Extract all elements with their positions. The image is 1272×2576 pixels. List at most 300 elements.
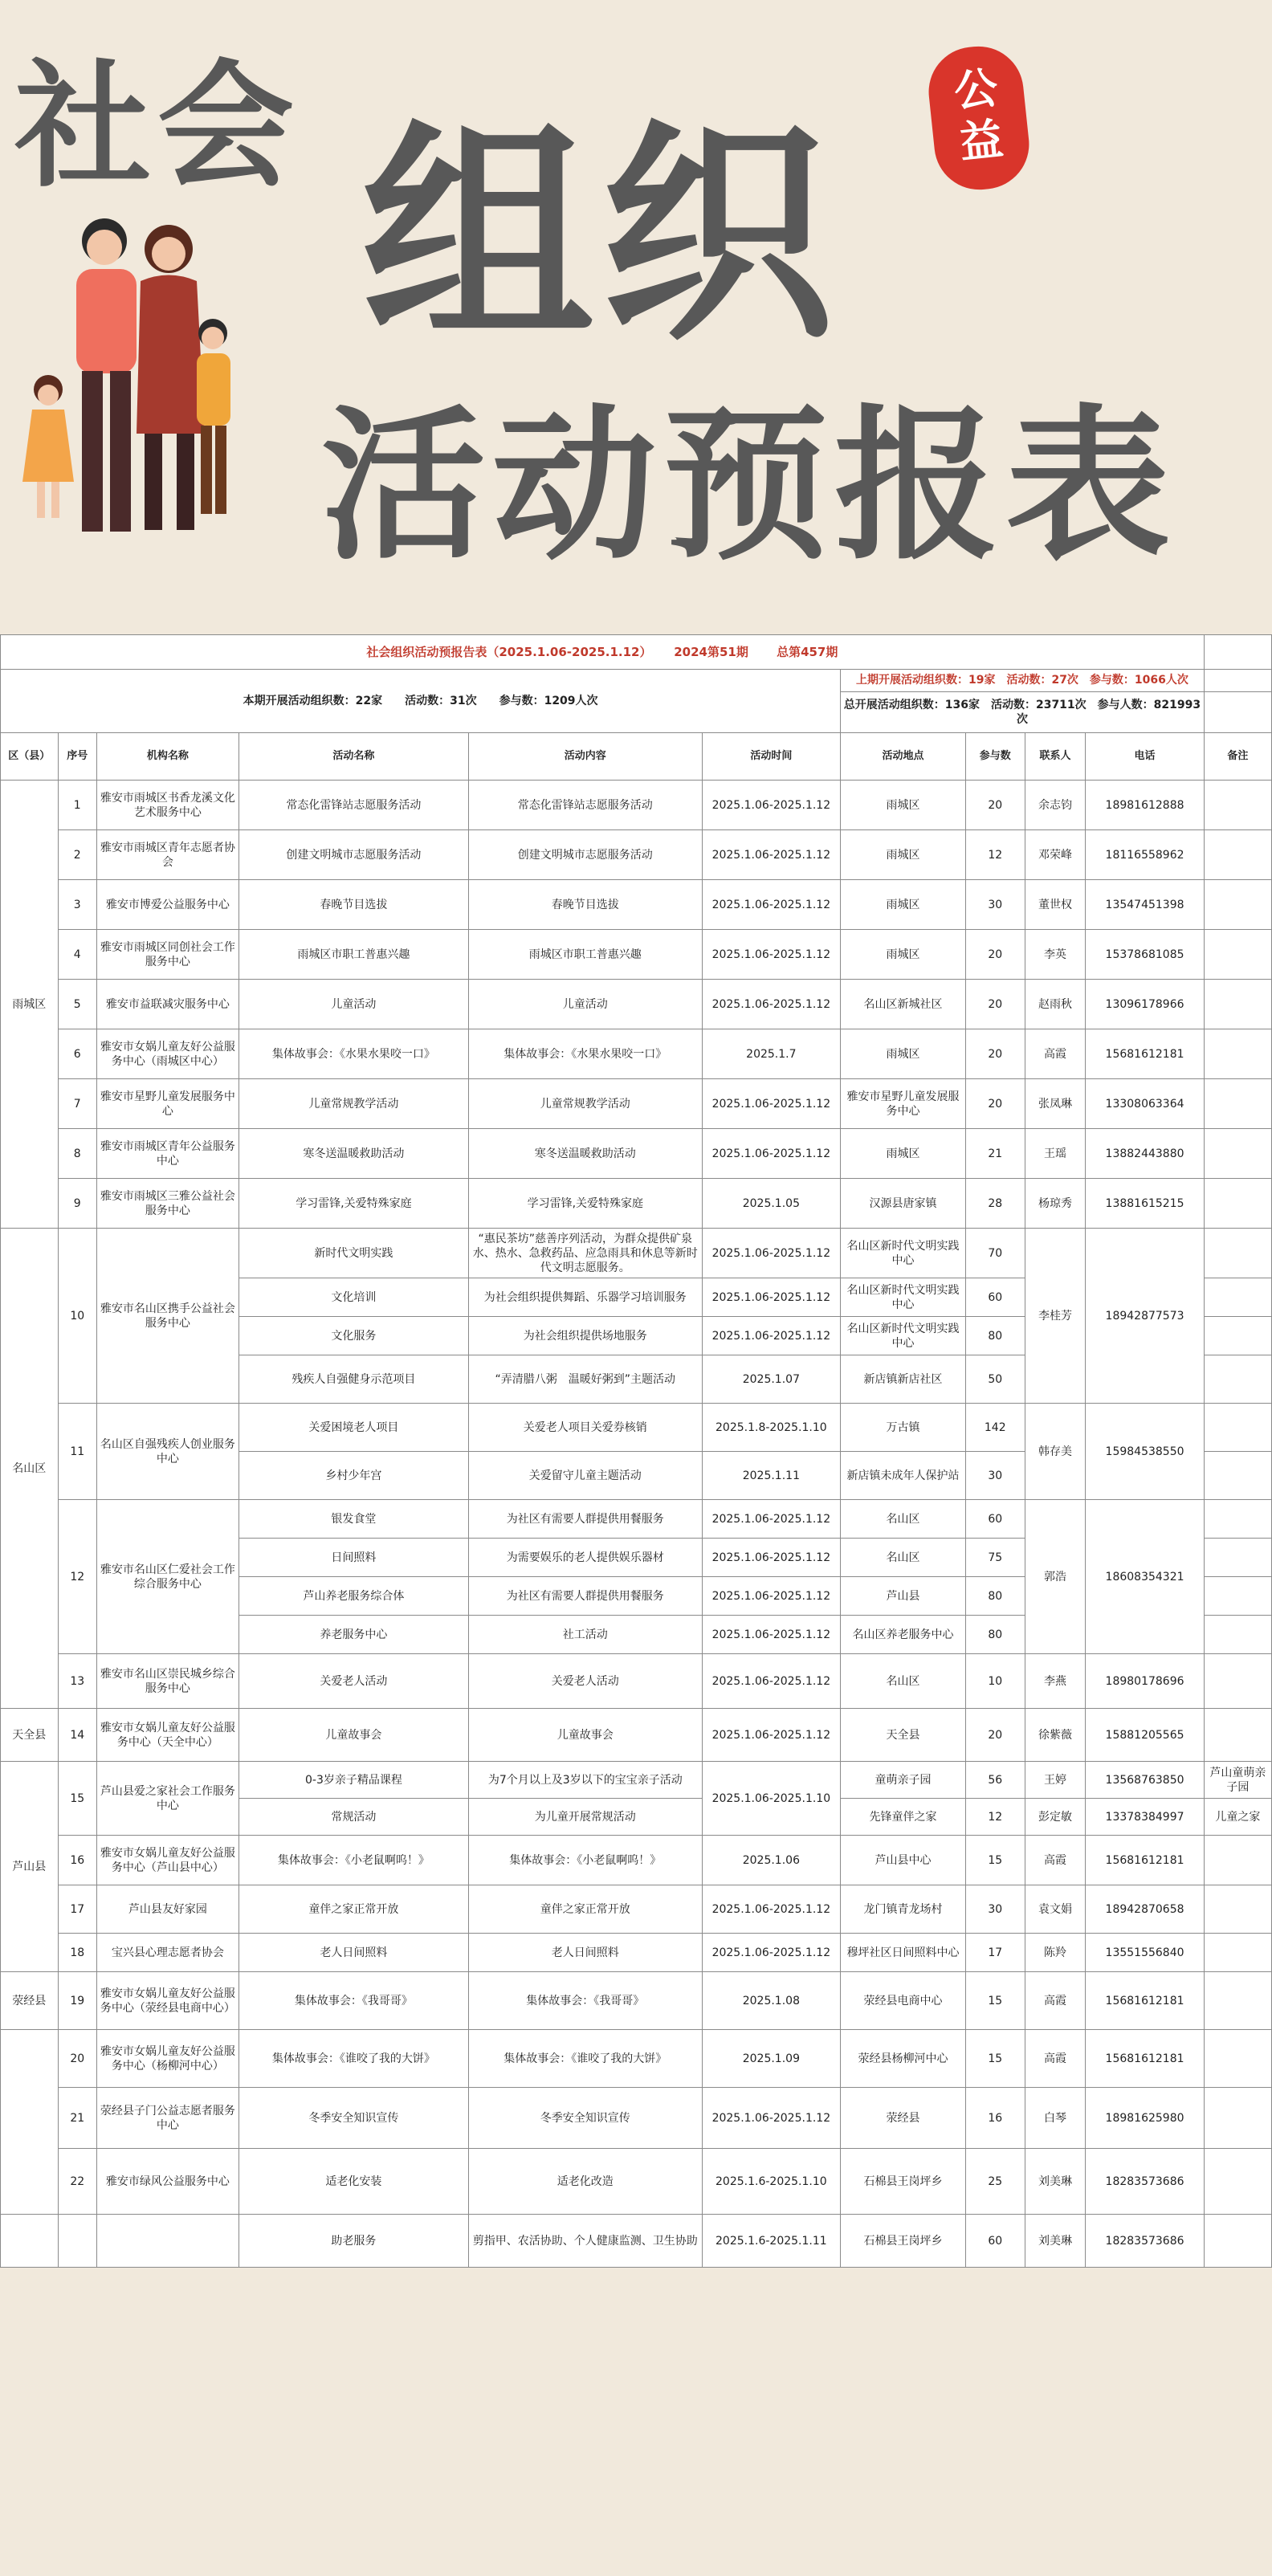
contact-person-cell: 彭定敏	[1025, 1799, 1086, 1836]
remark-cell	[1204, 1079, 1271, 1129]
activity-name-cell: 残疾人自强健身示范项目	[238, 1355, 468, 1404]
activity-name-cell: 创建文明城市志愿服务活动	[238, 830, 468, 880]
activity-time-cell: 2025.1.06-2025.1.12	[702, 1079, 841, 1129]
activity-content-cell: 为社区有需要人群提供用餐服务	[469, 1577, 702, 1616]
org-name-cell: 雅安市绿风公益服务中心	[96, 2149, 238, 2215]
col-header: 区（县）	[1, 733, 59, 781]
table-row	[1, 930, 1272, 980]
participant-count-cell: 20	[965, 930, 1025, 980]
banner-title-line1: 社会	[14, 47, 301, 206]
col-header: 活动地点	[841, 733, 966, 781]
activity-time-cell: 2025.1.06-2025.1.12	[702, 1539, 841, 1577]
remark-cell	[1204, 1539, 1271, 1577]
activity-name-cell: 适老化安装	[238, 2149, 468, 2215]
district-cell: 雨城区	[1, 781, 59, 1229]
overall-summary: 总开展活动组织数：136家 活动数：23711次 参与人数：821993次	[841, 691, 1205, 732]
activity-time-cell: 2025.1.08	[702, 1972, 841, 2030]
phone-cell: 13547451398	[1086, 880, 1204, 930]
contact-person-cell: 赵雨秋	[1025, 980, 1086, 1029]
phone-cell: 18981625980	[1086, 2088, 1204, 2149]
seq-cell: 14	[58, 1709, 96, 1762]
remark-cell	[1204, 1972, 1271, 2030]
participant-count-cell: 12	[965, 1799, 1025, 1836]
activity-place-cell: 名山区新时代文明实践中心	[841, 1317, 966, 1355]
participant-count-cell: 15	[965, 1972, 1025, 2030]
phone-cell: 18980178696	[1086, 1654, 1204, 1709]
activity-name-cell: 芦山养老服务综合体	[238, 1577, 468, 1616]
activity-name-cell: 文化服务	[238, 1317, 468, 1355]
activity-name-cell: 文化培训	[238, 1278, 468, 1317]
activity-name-cell: 雨城区市职工普惠兴趣	[238, 930, 468, 980]
report-caption	[1, 635, 1205, 670]
activity-content-cell: 关爱老人活动	[469, 1654, 702, 1709]
activity-content-cell: 儿童故事会	[469, 1709, 702, 1762]
org-name-cell: 雅安市雨城区书香龙溪文化艺术服务中心	[96, 781, 238, 830]
activity-place-cell: 天全县	[841, 1709, 966, 1762]
remark-cell	[1204, 1500, 1271, 1539]
col-header: 电话	[1086, 733, 1204, 781]
activity-time-cell: 2025.1.06-2025.1.12	[702, 1229, 841, 1278]
participant-count-cell: 21	[965, 1129, 1025, 1179]
activity-time-cell: 2025.1.06-2025.1.10	[702, 1762, 841, 1836]
participant-count-cell: 80	[965, 1317, 1025, 1355]
activity-time-cell: 2025.1.6-2025.1.10	[702, 2149, 841, 2215]
activity-time-cell: 2025.1.06-2025.1.12	[702, 2088, 841, 2149]
phone-cell: 18942870658	[1086, 1885, 1204, 1934]
activity-time-cell: 2025.1.05	[702, 1179, 841, 1229]
activity-name-cell: 常态化雷锋站志愿服务活动	[238, 781, 468, 830]
contact-person-cell: 高霞	[1025, 1029, 1086, 1079]
table-row	[1, 1762, 1272, 1799]
participant-count-cell: 80	[965, 1616, 1025, 1654]
org-name-cell: 雅安市女娲儿童友好公益服务中心（荥经县电商中心）	[96, 1972, 238, 2030]
table-row	[1, 1129, 1272, 1179]
activity-place-cell: 雨城区	[841, 830, 966, 880]
activity-place-cell: 雨城区	[841, 880, 966, 930]
activity-name-cell: 日间照料	[238, 1539, 468, 1577]
col-header: 活动名称	[238, 733, 468, 781]
seq-cell: 17	[58, 1885, 96, 1934]
activity-place-cell: 雅安市星野儿童发展服务中心	[841, 1079, 966, 1129]
activity-time-cell: 2025.1.06-2025.1.12	[702, 1129, 841, 1179]
contact-person-cell: 董世权	[1025, 880, 1086, 930]
activity-name-cell: 集体故事会：《水果水果咬一口》	[238, 1029, 468, 1079]
activity-place-cell: 雨城区	[841, 930, 966, 980]
activity-place-cell: 雨城区	[841, 1129, 966, 1179]
remark-cell	[1204, 1452, 1271, 1500]
org-name-cell: 芦山县友好家园	[96, 1885, 238, 1934]
activity-place-cell: 新店镇未成年人保护站	[841, 1452, 966, 1500]
table-row	[1, 1709, 1272, 1762]
activity-place-cell: 名山区	[841, 1539, 966, 1577]
activity-place-cell: 万古镇	[841, 1404, 966, 1452]
district-cell	[1, 2215, 59, 2268]
col-header: 联系人	[1025, 733, 1086, 781]
remark-cell	[1204, 2215, 1271, 2268]
table-row	[1, 880, 1272, 930]
seq-cell: 3	[58, 880, 96, 930]
contact-person-cell: 李英	[1025, 930, 1086, 980]
participant-count-cell: 20	[965, 980, 1025, 1029]
table-row	[1, 1500, 1272, 1539]
activity-place-cell: 童萌亲子园	[841, 1762, 966, 1799]
contact-person-cell: 袁文娟	[1025, 1885, 1086, 1934]
participant-count-cell: 15	[965, 2030, 1025, 2088]
col-header: 序号	[58, 733, 96, 781]
remark-cell	[1204, 1129, 1271, 1179]
activity-name-cell: 老人日间照料	[238, 1934, 468, 1972]
org-name-cell: 雅安市女娲儿童友好公益服务中心（雨城区中心）	[96, 1029, 238, 1079]
remark-cell: 芦山童萌亲子园	[1204, 1762, 1271, 1799]
activity-content-cell: 常态化雷锋站志愿服务活动	[469, 781, 702, 830]
table-row	[1, 980, 1272, 1029]
contact-person-cell: 韩存美	[1025, 1404, 1086, 1500]
activity-content-cell: 学习雷锋,关爱特殊家庭	[469, 1179, 702, 1229]
activity-time-cell: 2025.1.11	[702, 1452, 841, 1500]
participant-count-cell: 12	[965, 830, 1025, 880]
seq-cell: 7	[58, 1079, 96, 1129]
phone-cell: 15681612181	[1086, 1029, 1204, 1079]
org-name-cell: 雅安市女娲儿童友好公益服务中心（杨柳河中心）	[96, 2030, 238, 2088]
activity-time-cell: 2025.1.06-2025.1.12	[702, 980, 841, 1029]
seq-cell: 18	[58, 1934, 96, 1972]
public-welfare-seal	[924, 42, 1034, 194]
org-name-cell: 芦山县爱之家社会工作服务中心	[96, 1762, 238, 1836]
org-name-cell: 雅安市星野儿童发展服务中心	[96, 1079, 238, 1129]
activity-place-cell: 荥经县电商中心	[841, 1972, 966, 2030]
participant-count-cell: 20	[965, 781, 1025, 830]
activity-name-cell: 乡村少年宫	[238, 1452, 468, 1500]
activity-content-cell: 剪指甲、农活协助、个人健康监测、卫生协助	[469, 2215, 702, 2268]
phone-cell: 15681612181	[1086, 1972, 1204, 2030]
contact-person-cell: 邓荣峰	[1025, 830, 1086, 880]
seq-cell: 4	[58, 930, 96, 980]
contact-person-cell: 李桂芳	[1025, 1229, 1086, 1404]
org-name-cell: 雅安市女娲儿童友好公益服务中心（芦山县中心）	[96, 1836, 238, 1885]
table-header-row	[1, 733, 1272, 781]
remark-cell	[1204, 980, 1271, 1029]
contact-person-cell: 白琴	[1025, 2088, 1086, 2149]
activity-content-cell: 为社区有需要人群提供用餐服务	[469, 1500, 702, 1539]
activity-name-cell: 儿童故事会	[238, 1709, 468, 1762]
col-header: 备注	[1204, 733, 1271, 781]
banner-title-line2: 组织	[361, 101, 840, 372]
phone-cell: 18283573686	[1086, 2149, 1204, 2215]
phone-cell: 18942877573	[1086, 1229, 1204, 1404]
activity-content-cell: 儿童常规教学活动	[469, 1079, 702, 1129]
report-title: 社会组织活动预报告表（2025.1.06-2025.1.12）	[366, 645, 646, 659]
participant-count-cell: 30	[965, 880, 1025, 930]
participant-count-cell: 70	[965, 1229, 1025, 1278]
table-row	[1, 1404, 1272, 1452]
activity-name-cell: 童伴之家正常开放	[238, 1885, 468, 1934]
activity-name-cell: 儿童常规教学活动	[238, 1079, 468, 1129]
table-row	[1, 1654, 1272, 1709]
phone-cell: 15681612181	[1086, 1836, 1204, 1885]
activity-time-cell: 2025.1.06-2025.1.12	[702, 1577, 841, 1616]
table-row	[1, 1179, 1272, 1229]
phone-cell: 15681612181	[1086, 2030, 1204, 2088]
activity-content-cell: “惠民茶坊”慈善序列活动，为群众提供矿泉水、热水、急救药品、应急雨具和休息等新时代文明志愿服务。	[469, 1229, 702, 1278]
participant-count-cell: 16	[965, 2088, 1025, 2149]
remark-cell	[1204, 1836, 1271, 1885]
activity-content-cell: “弄清腊八粥 温暖好粥到”主题活动	[469, 1355, 702, 1404]
phone-cell: 15984538550	[1086, 1404, 1204, 1500]
phone-cell: 13551556840	[1086, 1934, 1204, 1972]
participant-count-cell: 56	[965, 1762, 1025, 1799]
activity-place-cell: 穆坪社区日间照料中心	[841, 1934, 966, 1972]
org-name-cell: 雅安市雨城区同创社会工作服务中心	[96, 930, 238, 980]
report-issue: 2024第51期	[674, 645, 748, 659]
activity-content-cell: 关爱留守儿童主题活动	[469, 1452, 702, 1500]
last-period-summary: 上期开展活动组织数：19家 活动数：27次 参与数：1066人次	[841, 670, 1205, 692]
contact-person-cell: 杨琼秀	[1025, 1179, 1086, 1229]
seq-cell: 8	[58, 1129, 96, 1179]
contact-person-cell: 王婷	[1025, 1762, 1086, 1799]
remark-cell	[1204, 2030, 1271, 2088]
org-name-cell: 雅安市益联减灾服务中心	[96, 980, 238, 1029]
seq-cell: 12	[58, 1500, 96, 1654]
seq-cell: 2	[58, 830, 96, 880]
participant-count-cell: 60	[965, 1278, 1025, 1317]
remark-cell	[1204, 880, 1271, 930]
participant-count-cell: 30	[965, 1885, 1025, 1934]
table-row	[1, 1229, 1272, 1278]
remark-cell	[1204, 1616, 1271, 1654]
seq-cell: 22	[58, 2149, 96, 2215]
table-row	[1, 1836, 1272, 1885]
remark-cell	[1204, 1577, 1271, 1616]
seq-cell: 16	[58, 1836, 96, 1885]
activity-content-cell: 儿童活动	[469, 980, 702, 1029]
seq-cell	[58, 2215, 96, 2268]
org-name-cell: 宝兴县心理志愿者协会	[96, 1934, 238, 1972]
remark-cell	[1204, 1179, 1271, 1229]
seq-cell: 15	[58, 1762, 96, 1836]
activity-place-cell: 先锋童伴之家	[841, 1799, 966, 1836]
remark-cell	[1204, 781, 1271, 830]
table-body	[1, 781, 1272, 2268]
contact-person-cell: 徐紫薇	[1025, 1709, 1086, 1762]
activity-name-cell: 常规活动	[238, 1799, 468, 1836]
table-row	[1, 2088, 1272, 2149]
remark-cell	[1204, 1278, 1271, 1317]
contact-person-cell: 高霞	[1025, 2030, 1086, 2088]
activity-place-cell: 雨城区	[841, 1029, 966, 1079]
activity-place-cell: 芦山县中心	[841, 1836, 966, 1885]
activity-name-cell: 儿童活动	[238, 980, 468, 1029]
activity-place-cell: 荥经县	[841, 2088, 966, 2149]
seq-cell: 5	[58, 980, 96, 1029]
col-header: 机构名称	[96, 733, 238, 781]
contact-person-cell: 王瑶	[1025, 1129, 1086, 1179]
seq-cell: 9	[58, 1179, 96, 1229]
org-name-cell: 荥经县子门公益志愿者服务中心	[96, 2088, 238, 2149]
remark-cell	[1204, 2088, 1271, 2149]
remark-cell	[1204, 1229, 1271, 1278]
org-name-cell: 雅安市女娲儿童友好公益服务中心（天全中心）	[96, 1709, 238, 1762]
phone-cell: 15378681085	[1086, 930, 1204, 980]
activity-time-cell: 2025.1.06-2025.1.12	[702, 830, 841, 880]
seq-cell: 1	[58, 781, 96, 830]
activity-place-cell: 名山区新时代文明实践中心	[841, 1229, 966, 1278]
phone-cell: 13881615215	[1086, 1179, 1204, 1229]
activity-name-cell: 关爱困境老人项目	[238, 1404, 468, 1452]
activity-time-cell: 2025.1.06	[702, 1836, 841, 1885]
activity-name-cell: 0-3岁亲子精品课程	[238, 1762, 468, 1799]
seq-cell: 19	[58, 1972, 96, 2030]
activity-report-table	[0, 634, 1272, 2268]
participant-count-cell: 50	[965, 1355, 1025, 1404]
participant-count-cell: 25	[965, 2149, 1025, 2215]
activity-content-cell: 童伴之家正常开放	[469, 1885, 702, 1934]
contact-person-cell: 刘美琳	[1025, 2149, 1086, 2215]
activity-content-cell: 为7个月以上及3岁以下的宝宝亲子活动	[469, 1762, 702, 1799]
activity-content-cell: 集体故事会：《小老鼠啊呜！》	[469, 1836, 702, 1885]
activity-place-cell: 龙门镇青龙场村	[841, 1885, 966, 1934]
activity-name-cell: 学习雷锋,关爱特殊家庭	[238, 1179, 468, 1229]
activity-place-cell: 石棉县王岗坪乡	[841, 2215, 966, 2268]
phone-cell: 18608354321	[1086, 1500, 1204, 1654]
contact-person-cell: 高霞	[1025, 1972, 1086, 2030]
table-row	[1, 1972, 1272, 2030]
activity-content-cell: 为儿童开展常规活动	[469, 1799, 702, 1836]
participant-count-cell: 75	[965, 1539, 1025, 1577]
participant-count-cell: 20	[965, 1079, 1025, 1129]
org-name-cell	[96, 2215, 238, 2268]
contact-person-cell: 刘美琳	[1025, 2215, 1086, 2268]
org-name-cell: 雅安市雨城区三雅公益社会服务中心	[96, 1179, 238, 1229]
activity-content-cell: 集体故事会：《水果水果咬一口》	[469, 1029, 702, 1079]
activity-time-cell: 2025.1.8-2025.1.10	[702, 1404, 841, 1452]
activity-place-cell: 新店镇新店社区	[841, 1355, 966, 1404]
activity-time-cell: 2025.1.06-2025.1.12	[702, 1616, 841, 1654]
activity-content-cell: 为需要娱乐的老人提供娱乐器材	[469, 1539, 702, 1577]
activity-name-cell: 春晚节目选拔	[238, 880, 468, 930]
activity-name-cell: 助老服务	[238, 2215, 468, 2268]
phone-cell: 18981612888	[1086, 781, 1204, 830]
table-row	[1, 1079, 1272, 1129]
activity-place-cell: 名山区	[841, 1654, 966, 1709]
participant-count-cell: 30	[965, 1452, 1025, 1500]
participant-count-cell: 142	[965, 1404, 1025, 1452]
org-name-cell: 雅安市名山区携手公益社会服务中心	[96, 1229, 238, 1404]
activity-name-cell: 新时代文明实践	[238, 1229, 468, 1278]
contact-person-cell: 李燕	[1025, 1654, 1086, 1709]
org-name-cell: 雅安市雨城区青年志愿者协会	[96, 830, 238, 880]
activity-time-cell: 2025.1.06-2025.1.12	[702, 1500, 841, 1539]
remark-cell	[1204, 1885, 1271, 1934]
activity-time-cell: 2025.1.07	[702, 1355, 841, 1404]
contact-person-cell: 余志钧	[1025, 781, 1086, 830]
activity-name-cell: 养老服务中心	[238, 1616, 468, 1654]
this-period-summary: 本期开展活动组织数：22家 活动数：31次 参与数：1209人次	[1, 670, 841, 733]
remark-cell	[1204, 1654, 1271, 1709]
contact-person-cell: 陈羚	[1025, 1934, 1086, 1972]
activity-content-cell: 创建文明城市志愿服务活动	[469, 830, 702, 880]
table-row	[1, 2030, 1272, 2088]
table-row	[1, 1934, 1272, 1972]
remark-cell	[1204, 2149, 1271, 2215]
phone-cell: 18283573686	[1086, 2215, 1204, 2268]
participant-count-cell: 10	[965, 1654, 1025, 1709]
phone-cell: 13308063364	[1086, 1079, 1204, 1129]
seal-char-bottom: 益	[956, 113, 1006, 169]
activity-place-cell: 名山区新时代文明实践中心	[841, 1278, 966, 1317]
activity-name-cell: 集体故事会：《小老鼠啊呜！》	[238, 1836, 468, 1885]
activity-content-cell: 冬季安全知识宣传	[469, 2088, 702, 2149]
contact-person-cell: 高霞	[1025, 1836, 1086, 1885]
remark-cell	[1204, 1404, 1271, 1452]
table-row	[1, 781, 1272, 830]
activity-content-cell: 为社会组织提供舞蹈、乐器学习培训服务	[469, 1278, 702, 1317]
table-row	[1, 2215, 1272, 2268]
participant-count-cell: 20	[965, 1029, 1025, 1079]
table-row	[1, 830, 1272, 880]
participant-count-cell: 28	[965, 1179, 1025, 1229]
activity-content-cell: 集体故事会：《我哥哥》	[469, 1972, 702, 2030]
activity-name-cell: 银发食堂	[238, 1500, 468, 1539]
seq-cell: 6	[58, 1029, 96, 1079]
phone-cell: 13568763850	[1086, 1762, 1204, 1799]
activity-content-cell: 为社会组织提供场地服务	[469, 1317, 702, 1355]
phone-cell: 13882443880	[1086, 1129, 1204, 1179]
table-row	[1, 1029, 1272, 1079]
remark-cell	[1204, 1709, 1271, 1762]
phone-cell: 13096178966	[1086, 980, 1204, 1029]
col-header: 活动时间	[702, 733, 841, 781]
participant-count-cell: 17	[965, 1934, 1025, 1972]
seq-cell: 11	[58, 1404, 96, 1500]
phone-cell: 13378384997	[1086, 1799, 1204, 1836]
remark-cell	[1204, 930, 1271, 980]
activity-time-cell: 2025.1.6-2025.1.11	[702, 2215, 841, 2268]
remark-cell	[1204, 830, 1271, 880]
activity-content-cell: 寒冬送温暖救助活动	[469, 1129, 702, 1179]
activity-time-cell: 2025.1.09	[702, 2030, 841, 2088]
phone-cell: 18116558962	[1086, 830, 1204, 880]
activity-content-cell: 社工活动	[469, 1616, 702, 1654]
table-row	[1, 2149, 1272, 2215]
activity-place-cell: 石棉县王岗坪乡	[841, 2149, 966, 2215]
activity-place-cell: 雨城区	[841, 781, 966, 830]
report-total-issue: 总第457期	[777, 645, 838, 659]
org-name-cell: 雅安市雨城区青年公益服务中心	[96, 1129, 238, 1179]
activity-name-cell: 集体故事会：《我哥哥》	[238, 1972, 468, 2030]
activity-content-cell: 春晚节目选拔	[469, 880, 702, 930]
activity-name-cell: 关爱老人活动	[238, 1654, 468, 1709]
org-name-cell: 雅安市名山区崇民城乡综合服务中心	[96, 1654, 238, 1709]
activity-place-cell: 名山区新城社区	[841, 980, 966, 1029]
district-cell	[1, 2030, 59, 2215]
participant-count-cell: 80	[965, 1577, 1025, 1616]
activity-name-cell: 寒冬送温暖救助活动	[238, 1129, 468, 1179]
col-header: 活动内容	[469, 733, 702, 781]
activity-place-cell: 汉源县唐家镇	[841, 1179, 966, 1229]
activity-time-cell: 2025.1.06-2025.1.12	[702, 1278, 841, 1317]
banner-title-line3: 活动预报表	[321, 391, 1176, 582]
participant-count-cell: 15	[965, 1836, 1025, 1885]
table-row	[1, 1885, 1272, 1934]
activity-name-cell: 冬季安全知识宣传	[238, 2088, 468, 2149]
col-header: 参与数	[965, 733, 1025, 781]
activity-content-cell: 老人日间照料	[469, 1934, 702, 1972]
activity-place-cell: 芦山县	[841, 1577, 966, 1616]
remark-cell: 儿童之家	[1204, 1799, 1271, 1836]
activity-time-cell: 2025.1.06-2025.1.12	[702, 930, 841, 980]
seq-cell: 13	[58, 1654, 96, 1709]
activity-content-cell: 集体故事会：《谁咬了我的大饼》	[469, 2030, 702, 2088]
